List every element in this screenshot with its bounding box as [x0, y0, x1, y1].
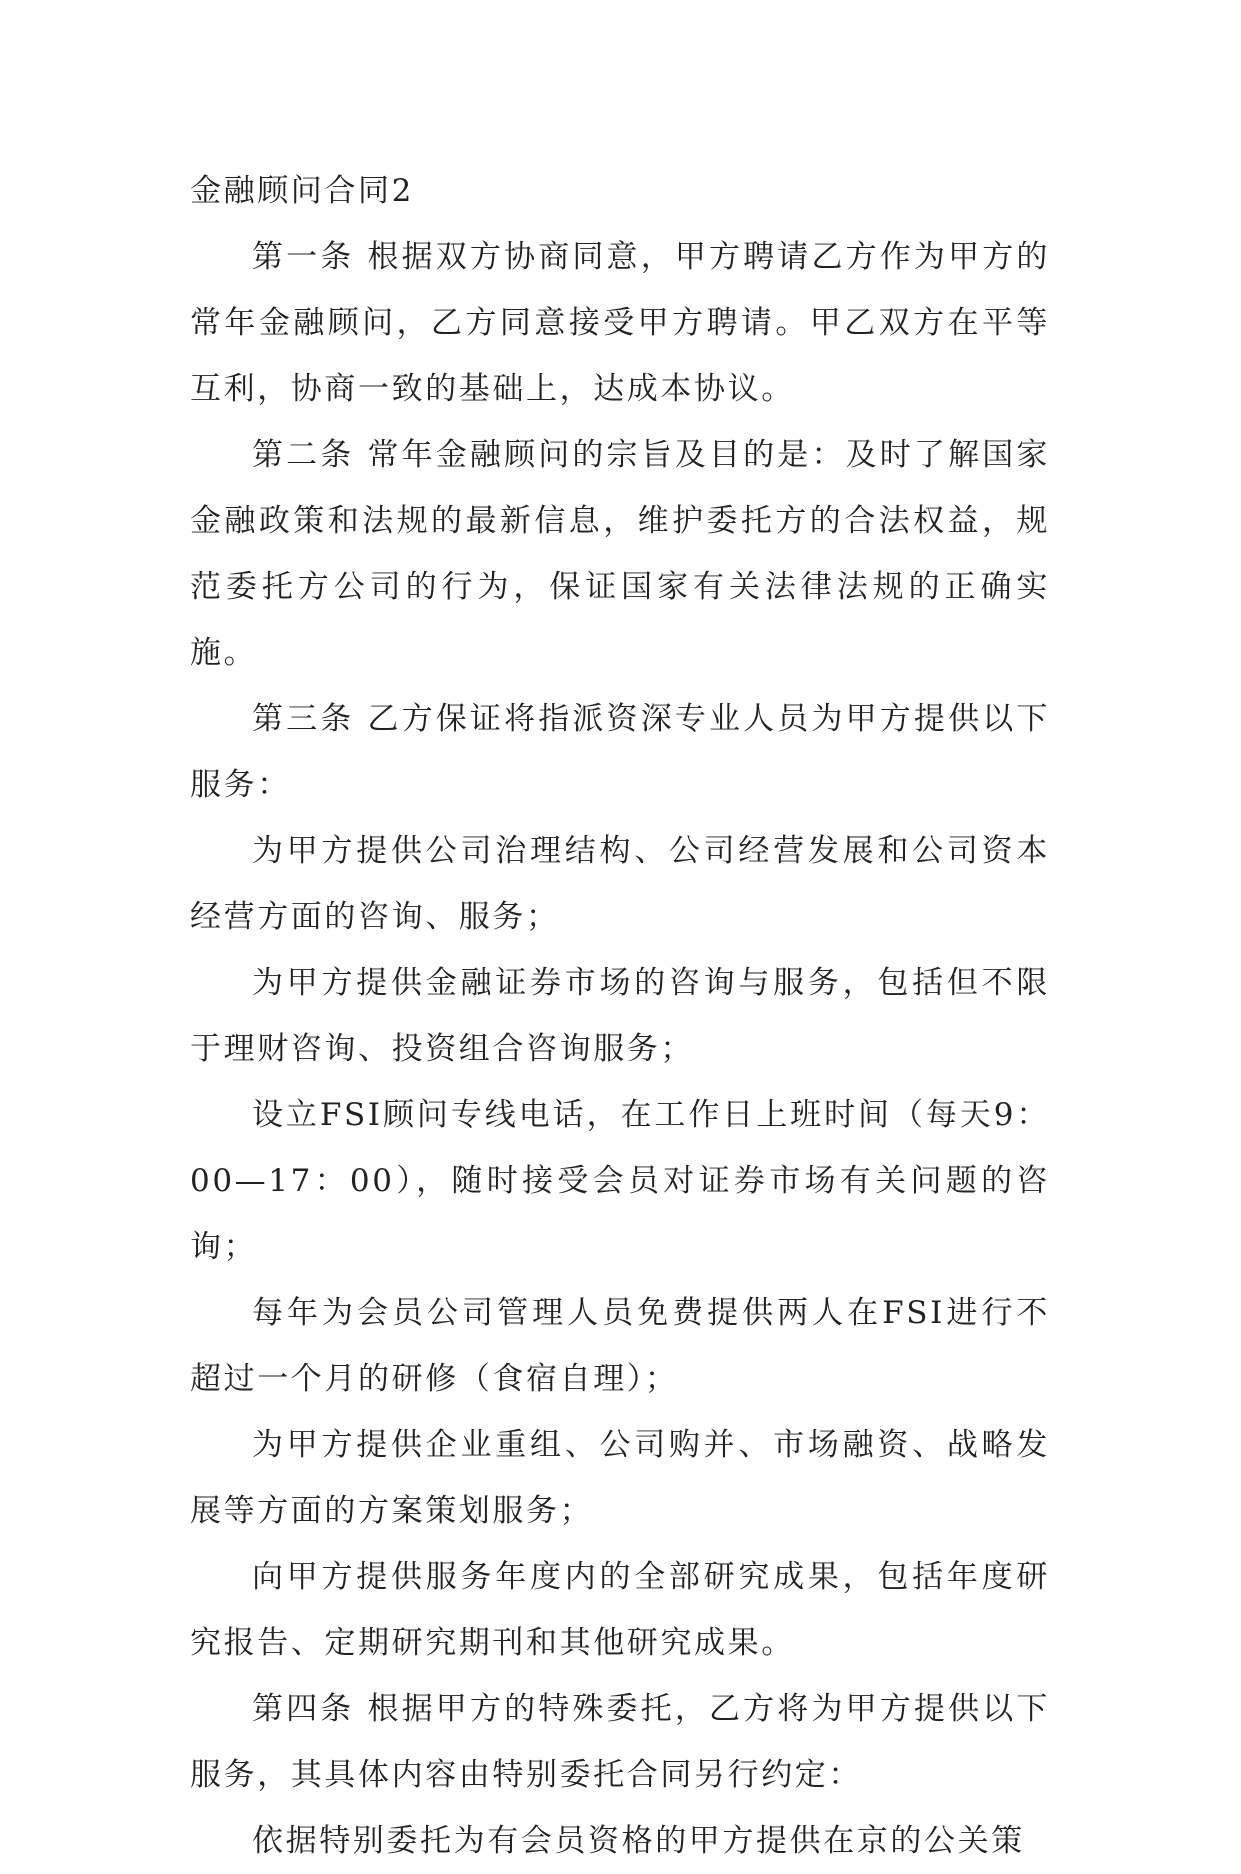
service-item-securities-market: 为甲方提供金融证券市场的咨询与服务，包括但不限于理财咨询、投资组合咨询服务； [190, 965, 1050, 1067]
service-item-training: 每年为会员公司管理人员免费提供两人在FSI进行不超过一个月的研修（食宿自理）； [190, 1295, 1050, 1397]
article-4-paragraph: 第四条 根据甲方的特殊委托，乙方将为甲方提供以下服务，其具体内容由特别委托合同另行约定： [190, 1691, 1050, 1793]
article-3-paragraph: 第三条 乙方保证将指派资深专业人员为甲方提供以下服务： [190, 701, 1050, 803]
special-service-paragraph: 依据特别委托为有会员资格的甲方提供在京的公关策 [252, 1823, 1025, 1859]
document-title: 金融顾问合同2 [190, 173, 414, 209]
service-item-restructuring: 为甲方提供企业重组、公司购并、市场融资、战略发展等方面的方案策划服务； [190, 1427, 1050, 1529]
service-item-governance: 为甲方提供公司治理结构、公司经营发展和公司资本经营方面的咨询、服务； [190, 833, 1050, 935]
document-body [190, 158, 1050, 1874]
article-1-paragraph: 第一条 根据双方协商同意，甲方聘请乙方作为甲方的常年金融顾问，乙方同意接受甲方聘请。甲乙双方在平等互利，协商一致的基础上，达成本协议。 [190, 239, 1050, 407]
article-2-paragraph: 第二条 常年金融顾问的宗旨及目的是：及时了解国家金融政策和法规的最新信息，维护委托方的合法权益，规范委托方公司的行为，保证国家有关法律法规的正确实施。 [190, 437, 1050, 671]
service-item-research: 向甲方提供服务年度内的全部研究成果，包括年度研究报告、定期研究期刊和其他研究成果。 [190, 1559, 1050, 1661]
service-item-hotline: 设立FSI顾问专线电话，在工作日上班时间（每天9：00—17：00），随时接受会员对证券市场有关问题的咨询； [190, 1097, 1050, 1265]
